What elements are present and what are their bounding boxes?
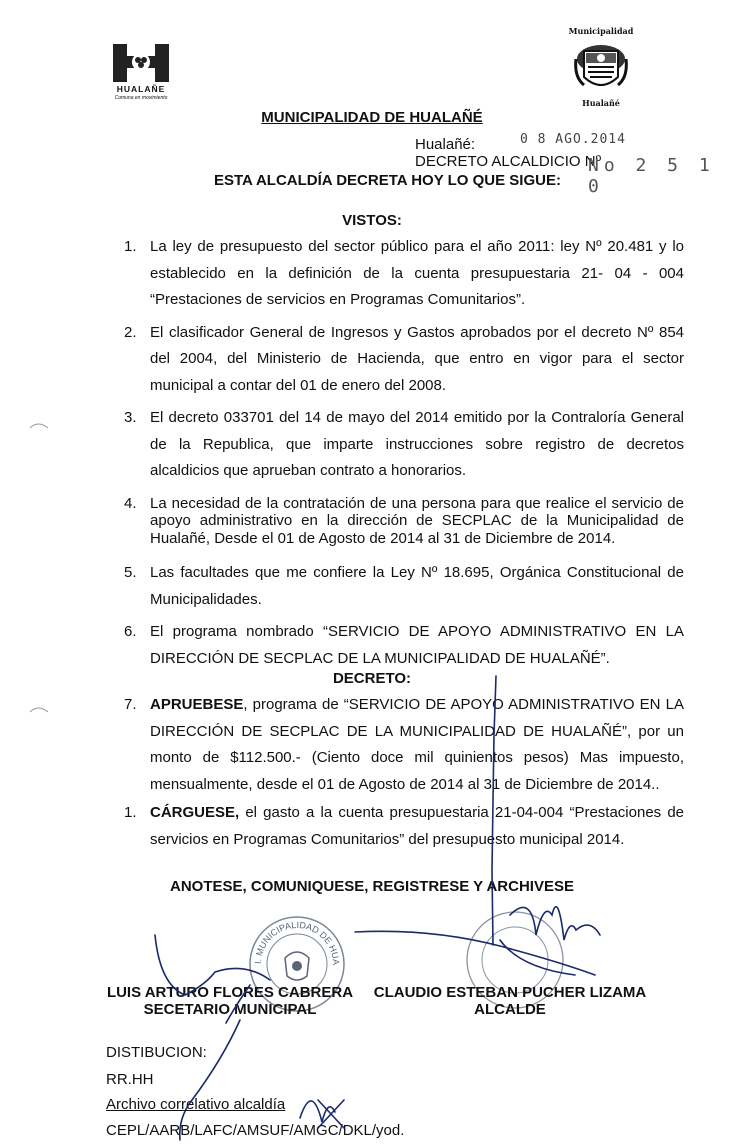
- logo-left-tagline: Comuna en movimiento: [114, 95, 168, 101]
- distribution-line: CEPL/AARB/LAFC/AMSUF/AMGC/DKL/yod.: [106, 1122, 405, 1139]
- decreto-list: [124, 692, 684, 853]
- date-stamp: 0 8 AGO.2014: [520, 132, 626, 147]
- signer-name: LUIS ARTURO FLORES CABRERA: [106, 984, 354, 1001]
- item-text: Las facultades que me confiere la Ley Nº 18.695, Orgánica Constitucional de Municipalidades.: [150, 564, 684, 608]
- list-item: [124, 800, 684, 853]
- svg-text:I. MUNICIPALIDAD DE HUALAÑE: [247, 914, 341, 965]
- item-text: La necesidad de la contratación de una persona para que realice el servicio de apoyo administrativo en la dirección de SECPLAC de la Municipalidad de Hualañé, Desde el 01 de Agosto de 2014 al 31 de Diciembre de 2014.: [150, 494, 684, 547]
- document-title: MUNICIPALIDAD DE HUALAÑÉ: [261, 109, 483, 126]
- distribution-line: RR.HH: [106, 1071, 154, 1088]
- decreto-heading: DECRETO:: [332, 670, 412, 687]
- decree-number-stamp: No 2 5 1 0: [588, 155, 715, 197]
- list-item: [124, 234, 684, 314]
- item-text: El programa nombrado “SERVICIO DE APOYO ADMINISTRATIVO EN LA DIRECCIÓN DE SECPLAC DE LA MUNICIPALIDAD DE HUALAÑÉ”.: [150, 623, 684, 667]
- distribution-line: Archivo correlativo alcaldía: [106, 1096, 286, 1113]
- decree-intro: ESTA ALCALDÍA DECRETA HOY LO QUE SIGUE:: [214, 172, 561, 189]
- distribution-label: DISTIBUCION:: [106, 1044, 207, 1061]
- list-item: [124, 692, 684, 798]
- item-text: el gasto a la cuenta presupuestaria 21-04-004 “Prestaciones de servicios en Programas Comunitarios” del presupuesto municipal 2014.: [150, 804, 684, 848]
- signer-title: ALCALDE: [474, 1001, 546, 1018]
- closing-statement: ANOTESE, COMUNIQUESE, REGISTRESE Y ARCHIVESE: [170, 878, 574, 895]
- list-item: [124, 619, 684, 672]
- list-item: [124, 491, 684, 548]
- item-text: La ley de presupuesto del sector público para el año 2011: ley Nº 20.481 y lo establecido en la definición de la cuenta presupuestaria 21- 04 - 004 “Prestaciones de servicios en Programas Comunitarios”.: [150, 238, 684, 308]
- crest-bottom-text: Hualañé: [582, 98, 620, 108]
- item-number: 2.: [124, 323, 137, 341]
- place-label: Hualañé:: [415, 136, 476, 153]
- municipality-crest-right: [566, 26, 636, 110]
- item-number: 4.: [124, 494, 137, 512]
- decree-number-label: DECRETO ALCALDICIO Nº: [415, 153, 602, 170]
- crest-top-text: Municipalidad: [568, 26, 634, 36]
- item-number: 3.: [124, 409, 137, 426]
- item-keyword: CÁRGUESE,: [150, 804, 240, 821]
- signature-block-left: [100, 984, 360, 1018]
- list-item: [124, 320, 684, 400]
- signer-name: CLAUDIO ESTEBAN PUCHER LIZAMA: [373, 984, 647, 1001]
- list-item: [124, 405, 684, 485]
- item-number: 5.: [124, 564, 137, 581]
- coat-of-arms-icon: [574, 37, 628, 97]
- item-number: 7.: [124, 696, 137, 713]
- item-number: 6.: [124, 623, 137, 640]
- item-number: 1.: [124, 804, 137, 821]
- item-number: 1.: [124, 238, 137, 255]
- vistos-list: [124, 234, 684, 672]
- municipality-logo-left: [110, 42, 172, 108]
- vistos-heading: VISTOS:: [342, 212, 402, 229]
- signer-title: SECETARIO MUNICIPAL: [143, 1001, 317, 1018]
- item-keyword: APRUEBESE: [150, 696, 244, 713]
- seal-text: I. MUNICIPALIDAD DE HUA: [252, 919, 342, 966]
- item-text: El decreto 033701 del 14 de mayo del 2014 emitido por la Contraloría General de la Republica, que imparte instrucciones sobre registro de decretos alcaldicios que aprueban contrato a honorarios.: [150, 409, 684, 479]
- logo-left-name: HUALAÑE: [116, 84, 166, 94]
- signature-block-right: [365, 984, 655, 1018]
- list-item: [124, 560, 684, 613]
- item-text: El clasificador General de Ingresos y Gastos aprobados por el decreto Nº 854 del 2004, del Ministerio de Hacienda, que entro en vigor para el sector municipal a contar del 01 de enero del 2008.: [150, 323, 684, 394]
- item-text: , programa de “SERVICIO DE APOYO ADMINISTRATIVO EN LA DIRECCIÓN DE SECPLAC DE LA MUNICIPALIDAD DE HUALAÑÉ”, por un monto de $112.500.- (Ciento doce mil quinientos pesos) Mas impuesto, mensualmente, desde el 01 de Agosto de 2014 al 31 de Diciembre de 2014..: [150, 696, 684, 793]
